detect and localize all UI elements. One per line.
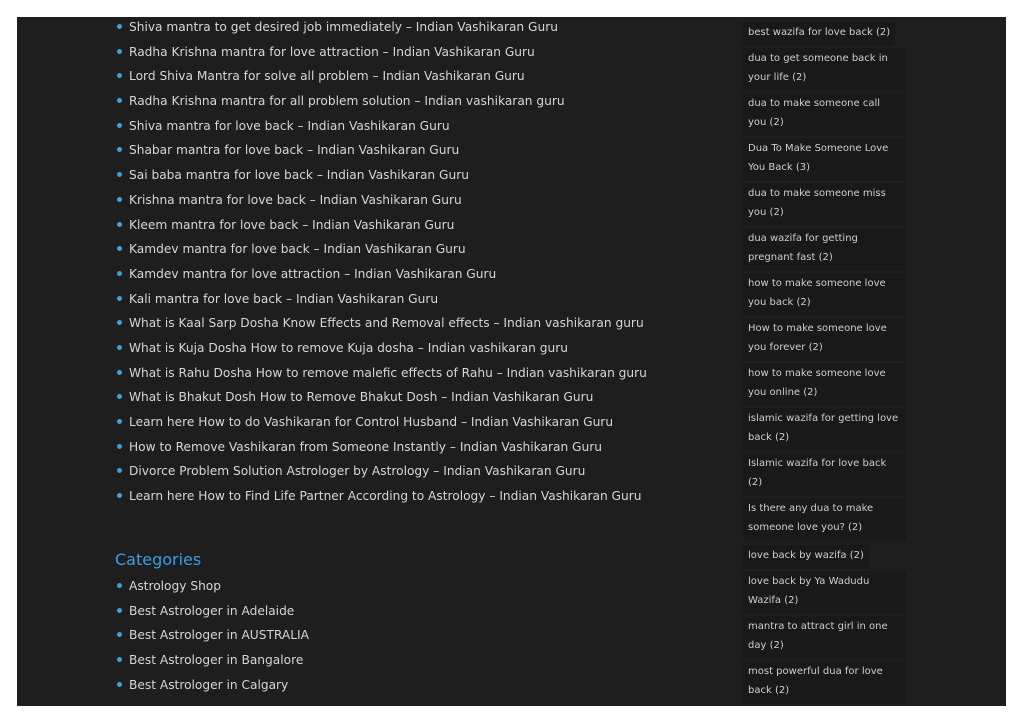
tag-link[interactable]: most powerful dua for love back (2) [743,661,906,704]
list-item [115,487,647,512]
post-link[interactable]: Shiva mantra for love back – Indian Vashikaran Guru [129,118,450,133]
category-link[interactable]: Best Astrologer in Adelaide [129,603,295,618]
list-item [115,265,647,290]
category-link[interactable]: Best Astrologer in Bangalore [129,653,304,668]
bullet-icon [117,24,122,29]
tag-link[interactable]: how to make someone love you online (2) [743,363,906,406]
post-link[interactable]: Shabar mantra for love back – Indian Vashikaran Guru [129,143,460,158]
post-link[interactable]: Learn here How to Find Life Partner According to Astrology – Indian Vashikaran Guru [129,489,642,504]
list-item [115,166,647,191]
post-link[interactable]: What is Bhakut Dosh How to Remove Bhakut Dosh – Indian Vashikaran Guru [129,390,594,405]
tag-link[interactable]: how to make someone love you back (2) [743,273,906,316]
list-item [115,388,647,413]
post-link[interactable]: Kamdev mantra for love back – Indian Vashikaran Guru [129,242,466,257]
tag-link[interactable]: dua to make someone miss you (2) [743,183,906,226]
tag-link[interactable]: mantra to attract girl in one day (2) [743,616,906,659]
post-link[interactable]: Kali mantra for love back – Indian Vashikaran Guru [129,291,439,306]
post-link[interactable]: Sai baba mantra for love back – Indian Vashikaran Guru [129,168,469,183]
bullet-icon [117,246,122,251]
bullet-icon [117,345,122,350]
tag-link[interactable]: best wazifa for love back (2) [743,22,895,46]
list-item [115,92,647,117]
list-item [115,117,647,142]
post-link[interactable]: Learn here How to do Vashikaran for Control Husband – Indian Vashikaran Guru [129,415,614,429]
tag-link[interactable]: Islamic wazifa for love back (2) [743,453,906,496]
list-item [115,314,647,339]
bullet-icon [117,197,122,202]
tag-link[interactable]: dua wazifa for getting pregnant fast (2) [743,228,906,271]
bullet-icon [117,222,122,227]
list-item [115,240,647,265]
bullet-icon [117,444,122,449]
tag-link[interactable]: love back by Ya Wadudu Wazifa (2) [743,571,906,614]
list-item [115,651,309,676]
list-item [115,67,647,92]
tag-link[interactable]: How to make someone love you forever (2) [743,318,906,361]
post-link[interactable]: Krishna mantra for love back – Indian Vashikaran Guru [129,192,462,207]
categories-list [115,577,309,700]
list-item [115,191,647,216]
bullet-icon [117,632,122,637]
bullet-icon [117,271,122,276]
bullet-icon [117,682,122,687]
bullet-icon [117,370,122,375]
bullet-icon [117,320,122,325]
list-item [115,43,647,68]
tag-link[interactable]: islamic wazifa for getting love back (2) [743,408,906,451]
bullet-icon [117,493,122,498]
list-item [115,438,647,463]
list-item [115,141,647,166]
list-item [115,577,309,602]
post-link[interactable]: What is Kaal Sarp Dosha Know Effects and Removal effects – Indian vashikaran guru [129,316,644,331]
sidebar-panel [17,17,1006,706]
list-item [115,18,647,43]
tag-link[interactable]: dua to make someone call you (2) [743,93,906,136]
tag-link[interactable]: dua to get someone back in your life (2) [743,48,906,91]
list-item [115,364,647,389]
bullet-icon [117,394,122,399]
post-link[interactable]: Lord Shiva Mantra for solve all problem – Indian Vashikaran Guru [129,69,525,84]
list-item [115,216,647,241]
tag-link[interactable]: love back by wazifa (2) [743,545,869,569]
post-link[interactable]: Kleem mantra for love back – Indian Vashikaran Guru [129,217,455,232]
tag-cloud [743,20,906,706]
bullet-icon [117,147,122,152]
post-link[interactable]: What is Kuja Dosha How to remove Kuja dosha – Indian vashikaran guru [129,340,568,355]
bullet-icon [117,419,122,424]
list-item [115,413,647,438]
list-item [115,676,309,701]
bullet-icon [117,123,122,128]
bullet-icon [117,49,122,54]
post-link[interactable]: How to Remove Vashikaran from Someone Instantly – Indian Vashikaran Guru [129,439,602,454]
list-item [115,290,647,315]
bullet-icon [117,608,122,613]
post-link[interactable]: What is Rahu Dosha How to remove malefic effects of Rahu – Indian vashikaran guru [129,365,647,380]
list-item [115,462,647,487]
bullet-icon [117,657,122,662]
bullet-icon [117,468,122,473]
bullet-icon [117,73,122,78]
bullet-icon [117,583,122,588]
categories-heading: Categories [115,550,202,569]
recent-posts-list [115,18,647,512]
post-link[interactable]: Radha Krishna mantra for all problem solution – Indian vashikaran guru [129,94,565,109]
tag-link[interactable]: Is there any dua to make someone love you? (2) [743,498,906,541]
post-link[interactable]: Divorce Problem Solution Astrologer by Astrology – Indian Vashikaran Guru [129,464,586,479]
bullet-icon [117,98,122,103]
post-link[interactable]: Radha Krishna mantra for love attraction – Indian Vashikaran Guru [129,44,535,59]
post-link[interactable]: Kamdev mantra for love attraction – Indian Vashikaran Guru [129,266,497,281]
bullet-icon [117,172,122,177]
category-link[interactable]: Best Astrologer in Calgary [129,677,289,692]
list-item [115,626,309,651]
list-item [115,339,647,364]
category-link[interactable]: Astrology Shop [129,579,221,593]
bullet-icon [117,296,122,301]
post-link[interactable]: Shiva mantra to get desired job immediately – Indian Vashikaran Guru [129,20,558,34]
category-link[interactable]: Best Astrologer in AUSTRALIA [129,628,309,643]
list-item [115,602,309,627]
tag-link[interactable]: Dua To Make Someone Love You Back (3) [743,138,906,181]
